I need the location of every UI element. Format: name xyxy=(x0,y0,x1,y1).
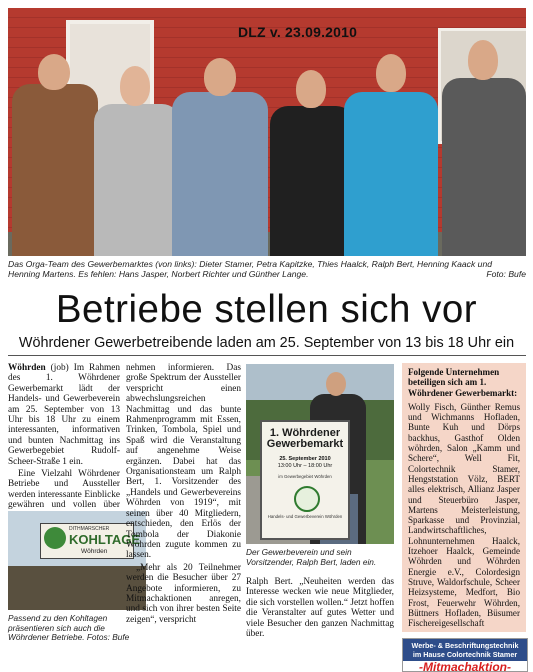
photo-caption xyxy=(8,259,526,279)
sign-small-text: DITHMARSCHER xyxy=(69,526,110,532)
photo-caption: Passend zu den Kohltagen präsentieren sich auch die Wöhrdener Betriebe. Fotos: Bufe xyxy=(8,613,130,643)
article-column-2 xyxy=(126,363,241,625)
divider xyxy=(8,355,526,356)
person-head xyxy=(326,372,346,396)
advertisement xyxy=(402,638,528,672)
group-photo xyxy=(8,8,526,256)
newspaper-date-stamp: DLZ v. 23.09.2010 xyxy=(238,24,358,40)
participants-box xyxy=(402,363,526,632)
person-figure xyxy=(172,38,268,256)
chairman-photo xyxy=(246,364,394,544)
paragraph: Ralph Bert. „Neuheiten werden das Interesse wecken wie neue Mitglieder, die sich vorstellen wollen.“ Jetzt hoffen die Veranstalter auf gutes Wetter und viele Besucher den ganzen Nachmittag über. xyxy=(246,577,394,640)
person-figure xyxy=(442,26,526,256)
photo-caption: Der Gewerbeverein und sein Vorsitzender, Ralph Bert, laden ein. xyxy=(246,547,377,567)
sign-town: Wöhrden xyxy=(81,548,108,555)
subheadline: Wöhrdener Gewerbetreibende laden am 25. September von 13 bis 18 Uhr ein xyxy=(18,335,515,351)
person-figure xyxy=(94,46,180,256)
ad-line-2: im Hause Colortechnik Stamer xyxy=(412,650,518,659)
paragraph-text: (job) Im Rahmen des 1. Wöhrdener Gewerbemarkt lädt der Handels- und Gewerbeverein am 25. September von 13 Uhr bis 18 Uhr zu einem interessanten, informativen und bunten Nachmittag ins Gewerbegebiet Rudolf-Scheer-Straße 1 ein. xyxy=(8,363,120,467)
article-column-1 xyxy=(8,363,120,521)
participants-heading: Folgende Unternehmen beteiligen sich am 1. Wöhrdener Gewerbemarkt: xyxy=(408,367,518,398)
participants-list: Wolly Fisch, Günther Remus und Wichmanns Hofladen, Bunte Kuh und Dörps backhus, Gasthof Olden wöhrden, Salon „Kamm und Schere“, Well Fit, Colortechnik Stamer, Hengststation Völz, BERT alles elektrisch, Allianz Jasper und Steuerbüro Jasper, Martens Meisterleistung, Sparkasse und Provinzial, Landwirtschaftliches, Lohnunternehmen Haalck, Itzehoer Haalck, Gemeinde Wöhrden und Wöhrden Energie e.V., Colordesign Struve, Waldorfschule, Scheer Heizsysteme, Medfort, Bio Frost, Feuerwehr Wöhrden, Büttners Hofladen, Büsumer Fischereigesellschaft xyxy=(408,401,520,629)
placard-date: 25. September 2010 xyxy=(279,456,331,462)
person-figure xyxy=(12,32,98,256)
event-placard xyxy=(260,420,350,540)
article-column-3 xyxy=(246,577,394,639)
ad-line-3: -Mitmachaktion- xyxy=(418,660,511,672)
ad-line-1: Werbe- & Beschriftungstechnik xyxy=(411,641,519,650)
paragraph xyxy=(8,363,120,467)
person-figure xyxy=(270,54,354,256)
caption-text: Das Orga-Team des Gewerbemarktes (von links): Dieter Stamer, Petra Kapitzke, Thies Haalck, Ralph Bert, Henning Kaack und Henning Martens. Es fehlen: Hans Jasper, Norbert Richter und Günther Lange. xyxy=(8,259,493,279)
paragraph: „Mehr als 20 Teilnehmer werden die Besucher über 27 Angebote informieren, zu Mitmachaktionen anregen, und sich von ihrer besten Seite zeigen“, verspricht xyxy=(126,562,241,625)
placard-title: 1. Wöhrdener Gewerbemarkt xyxy=(266,427,344,450)
paragraph: Eine Vielzahl Wöhrdener Betriebe und Aussteller werden interessante Einblicke gewähren und vollen über xyxy=(8,469,120,511)
photo-credit: Foto: Bufe xyxy=(486,269,526,279)
cabbage-logo-icon xyxy=(44,527,66,549)
sign-title: KOHLTAGE xyxy=(69,532,141,547)
placard-location: im Gewerbegebiet Wöhrden xyxy=(278,474,332,479)
headline: Betriebe stellen sich vor xyxy=(55,288,478,331)
kohltage-sign xyxy=(40,523,141,559)
dateline: Wöhrden xyxy=(8,363,46,373)
person-figure xyxy=(344,36,438,256)
paragraph: nehmen informieren. Das große Spektrum der Aussteller verspricht einen abwechslungsreichen Nachmittag und das bunte Rahmenprogramm mit Essen, Trinken, Tombola, Spiel und Spaß wird die Veranstaltung auf angenehme Weise ergänzen. Dabei hat das Organisationsteam um Ralph Bert, 1. Vorsitzender des „Handels und Gewerbevereins Wöhrden von 1919“, mit seinen über 40 Mitgliedern, entschieden, den Erlös der Tombola der Diakonie Wöhrden zugute kommen zu lassen. xyxy=(126,363,241,561)
placard-time: 13:00 Uhr – 18:00 Uhr xyxy=(277,463,333,469)
placard-organizer: Handels- und Gewerbeverein Wöhrden xyxy=(267,514,343,519)
association-emblem-icon xyxy=(294,486,320,512)
